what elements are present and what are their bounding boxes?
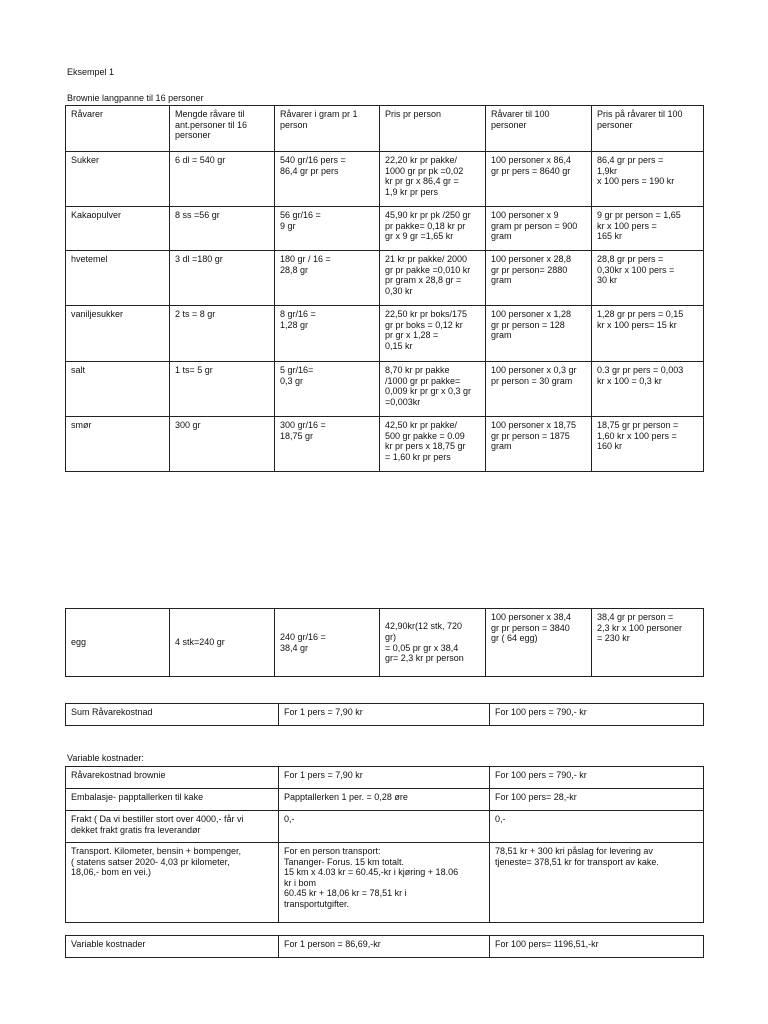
table-cell: 8 gr/16 = 1,28 gr [275, 306, 380, 362]
table-header-row [66, 106, 704, 152]
table-row [66, 362, 704, 417]
table-cell: Sum Råvarekostnad [66, 704, 279, 726]
header-cell: Pris på råvarer til 100 personer [592, 106, 704, 152]
table-row [66, 767, 704, 789]
table-cell: For 1 person = 86,69,-kr [279, 936, 490, 958]
table-cell: 38,4 gr pr person = 2,3 kr x 100 personer = 230 kr [592, 609, 704, 677]
table-cell: For 100 pers = 790,- kr [490, 767, 704, 789]
header-cell: Råvarer i gram pr 1 person [275, 106, 380, 152]
table-cell: 100 personer x 86,4 gr pr pers = 8640 gr [486, 152, 592, 207]
table-cell: 240 gr/16 = 38,4 gr [275, 609, 380, 677]
table-cell: 5 gr/16= 0,3 gr [275, 362, 380, 417]
total-variable-costs-table [65, 935, 704, 958]
table-cell: 42,90kr(12 stk, 720 gr) = 0,05 pr gr x 38,4 gr= 2,3 kr pr person [380, 609, 486, 677]
table-cell: 100 personer x 0,3 gr pr person = 30 gram [486, 362, 592, 417]
table-cell: 1 ts= 5 gr [170, 362, 275, 417]
table-cell: 100 personer x 18,75 gr pr person = 1875 gram [486, 417, 592, 472]
table-cell: Kakaopulver [66, 207, 170, 251]
variable-costs-table [65, 766, 704, 923]
table-cell: For 100 pers= 28,-kr [490, 789, 704, 811]
table-cell: 45,90 kr pr pk /250 gr pr pakke= 0,18 kr pr gr x 9 gr =1,65 kr [380, 207, 486, 251]
table-row [66, 306, 704, 362]
table-cell: 1,28 gr pr pers = 0,15 kr x 100 pers= 15 kr [592, 306, 704, 362]
table-cell: vaniljesukker [66, 306, 170, 362]
egg-table [65, 608, 704, 677]
table-row [66, 609, 704, 677]
ingredients-table [65, 105, 704, 472]
heading: Eksempel 1 [67, 67, 115, 77]
table-cell: 8,70 kr pr pakke /1000 gr pr pakke= 0,009 kr pr gr x 0,3 gr =0,003kr [380, 362, 486, 417]
table-cell: 22,50 kr pr boks/175 gr pr boks = 0,12 kr pr gr x 1,28 = 0,15 kr [380, 306, 486, 362]
table-cell: 6 dl = 540 gr [170, 152, 275, 207]
table-cell: 300 gr [170, 417, 275, 472]
header-cell: Råvarer [66, 106, 170, 152]
table-cell: For 100 pers= 1196,51,-kr [490, 936, 704, 958]
table-row [66, 789, 704, 811]
table-cell: 300 gr/16 = 18,75 gr [275, 417, 380, 472]
table-cell: Papptallerken 1 per. = 0,28 øre [279, 789, 490, 811]
table-cell: Sukker [66, 152, 170, 207]
table-cell: 100 personer x 1,28 gr pr person = 128 gram [486, 306, 592, 362]
table-cell: 9 gr pr person = 1,65 kr x 100 pers = 165 kr [592, 207, 704, 251]
table-cell: For 1 pers = 7,90 kr [279, 704, 490, 726]
table-cell: Transport. Kilometer, bensin + bompenger, ( statens satser 2020- 4,03 pr kilometer, 18,06,- bom en vei.) [66, 843, 279, 923]
table-cell: 78,51 kr + 300 kri påslag for levering av tjeneste= 378,51 kr for transport av kake. [490, 843, 704, 923]
table-cell: hvetemel [66, 251, 170, 306]
table-cell: 100 personer x 38,4 gr pr person = 3840 gr ( 64 egg) [486, 609, 592, 677]
sum-table [65, 703, 704, 726]
table-cell: 18,75 gr pr person = 1,60 kr x 100 pers = 160 kr [592, 417, 704, 472]
header-cell: Råvarer til 100 personer [486, 106, 592, 152]
table-cell: 86,4 gr pr pers = 1,9kr x 100 pers = 190 kr [592, 152, 704, 207]
table-cell: 2 ts = 8 gr [170, 306, 275, 362]
table-row [66, 207, 704, 251]
table-cell: 100 personer x 9 gram pr person = 900 gram [486, 207, 592, 251]
table-cell: 56 gr/16 = 9 gr [275, 207, 380, 251]
table-cell: Råvarekostnad brownie [66, 767, 279, 789]
table-cell: Embalasje- papptallerken til kake [66, 789, 279, 811]
table-cell: 0.3 gr pr pers = 0,003 kr x 100 = 0,3 kr [592, 362, 704, 417]
table-cell: 3 dl =180 gr [170, 251, 275, 306]
table-row [66, 251, 704, 306]
table-cell: 42,50 kr pr pakke/ 500 gr pakke = 0.09 kr pr pers x 18,75 gr = 1,60 kr pr pers [380, 417, 486, 472]
table-row [66, 152, 704, 207]
table-cell: smør [66, 417, 170, 472]
table-cell: 4 stk=240 gr [170, 609, 275, 677]
table-cell: 8 ss =56 gr [170, 207, 275, 251]
table-cell: For en person transport: Tananger- Forus. 15 km totalt. 15 km x 4.03 kr = 60.45,-kr i kjøring + 18.06 kr i bom 60.45 kr + 18,06 kr = 78,51 kr i transportutgifter. [279, 843, 490, 923]
table-cell: 28,8 gr pr pers = 0,30kr x 100 pers = 30 kr [592, 251, 704, 306]
table-cell: For 100 pers = 790,- kr [490, 704, 704, 726]
table-row [66, 843, 704, 923]
table-cell: Variable kostnader [66, 936, 279, 958]
table-row [66, 704, 704, 726]
table-cell: 540 gr/16 pers = 86,4 gr pr pers [275, 152, 380, 207]
table-cell: 0,- [490, 811, 704, 843]
table-row [66, 811, 704, 843]
table-cell: egg [66, 609, 170, 677]
table-cell: 22,20 kr pr pakke/ 1000 gr pr pk =0,02 kr pr gr x 86,4 gr = 1,9 kr pr pers [380, 152, 486, 207]
table-cell: 0,- [279, 811, 490, 843]
table-cell: salt [66, 362, 170, 417]
table-cell: 100 personer x 28,8 gr pr person= 2880 gram [486, 251, 592, 306]
variable-costs-heading: Variable kostnader: [67, 753, 144, 763]
header-cell: Pris pr person [380, 106, 486, 152]
table-cell: For 1 pers = 7,90 kr [279, 767, 490, 789]
subheading: Brownie langpanne til 16 personer [67, 93, 204, 103]
table-cell: 21 kr pr pakke/ 2000 gr pr pakke =0,010 kr pr gram x 28,8 gr = 0,30 kr [380, 251, 486, 306]
header-cell: Mengde råvare til ant.personer til 16 personer [170, 106, 275, 152]
table-cell: 180 gr / 16 = 28,8 gr [275, 251, 380, 306]
table-row [66, 417, 704, 472]
table-row [66, 936, 704, 958]
table-cell: Frakt ( Da vi bestiller stort over 4000,- får vi dekket frakt gratis fra leverandør [66, 811, 279, 843]
